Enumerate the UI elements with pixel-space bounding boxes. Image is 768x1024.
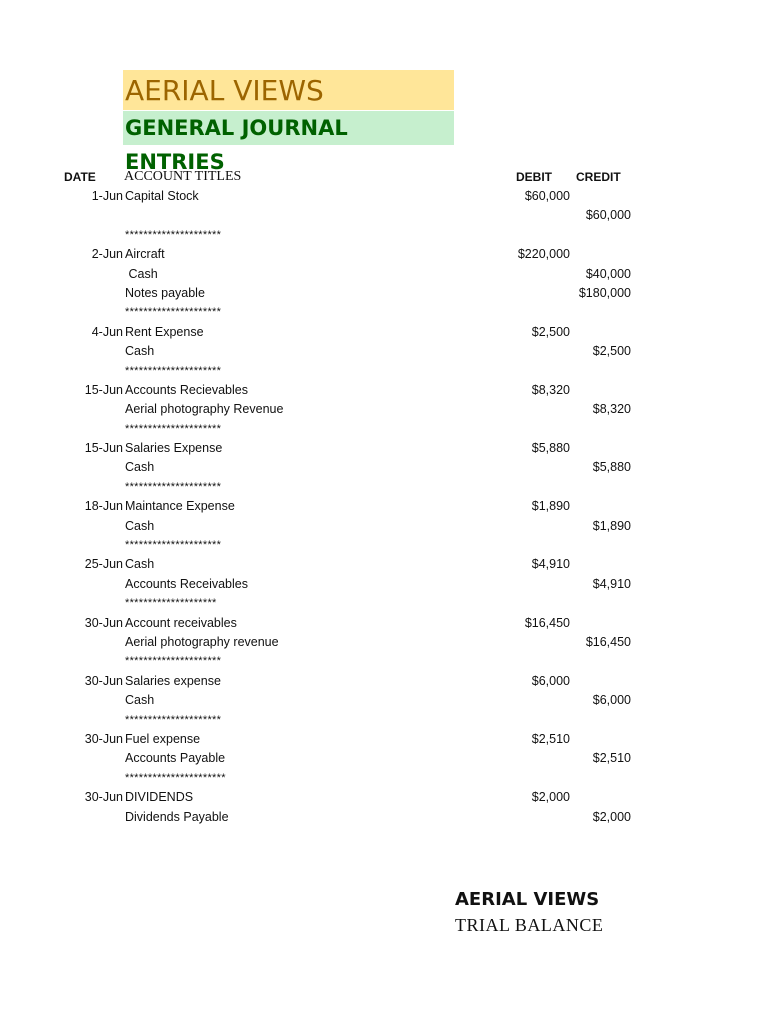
entry-separator-row xyxy=(0,711,768,730)
account-title: Dividends Payable xyxy=(125,809,229,824)
journal-line xyxy=(0,575,768,594)
journal-entry xyxy=(0,439,768,497)
entry-date: 1-Jun xyxy=(91,189,123,203)
entry-separator: ********************* xyxy=(125,422,222,435)
entry-date: 2-Jun xyxy=(91,247,123,262)
journal-entry xyxy=(0,614,768,672)
journal-line xyxy=(0,400,768,419)
account-title: Account receivables xyxy=(125,615,237,630)
account-title: Cash xyxy=(125,460,155,475)
entry-date: 4-Jun xyxy=(91,324,123,339)
entry-separator-row xyxy=(0,594,768,613)
account-title: Rent Expense xyxy=(125,324,204,339)
debit-amount: $1,890 xyxy=(531,499,570,514)
debit-amount: $16,450 xyxy=(524,615,570,630)
journal-entry xyxy=(0,730,768,788)
credit-amount: $1,890 xyxy=(592,518,631,533)
journal-line xyxy=(0,284,768,303)
journal-entry xyxy=(0,788,768,827)
credit-amount: $16,450 xyxy=(585,634,631,649)
entry-date: 18-Jun xyxy=(84,499,123,514)
journal-line xyxy=(0,245,768,264)
credit-amount: $5,880 xyxy=(592,460,631,475)
journal-entry xyxy=(0,497,768,555)
entry-separator-row xyxy=(0,652,768,671)
journal-line xyxy=(0,439,768,458)
account-title: Maintance Expense xyxy=(125,499,235,514)
account-title: Salaries Expense xyxy=(125,441,223,456)
entry-separator: ********************** xyxy=(125,771,226,784)
account-title: Fuel expense xyxy=(125,731,201,746)
journal-line xyxy=(0,381,768,400)
journal-line xyxy=(0,788,768,807)
journal-entry xyxy=(0,555,768,613)
credit-amount: $2,500 xyxy=(592,344,631,359)
debit-amount: $8,320 xyxy=(531,382,570,397)
entry-separator-row xyxy=(0,769,768,788)
journal-subtitle: GENERAL JOURNAL ENTRIES xyxy=(123,111,454,145)
credit-amount: $8,320 xyxy=(592,402,631,417)
journal-line xyxy=(0,517,768,536)
journal-line xyxy=(0,342,768,361)
journal-line xyxy=(0,730,768,749)
entry-separator: ********************* xyxy=(125,713,222,726)
entry-date: 15-Jun xyxy=(84,382,123,397)
journal-line xyxy=(0,614,768,633)
journal-entry xyxy=(0,187,768,245)
journal-entry xyxy=(0,672,768,730)
account-title: Aerial photography revenue xyxy=(125,634,279,649)
credit-amount: $2,000 xyxy=(592,809,631,824)
entry-separator-row xyxy=(0,303,768,322)
account-title: Cash xyxy=(125,557,155,572)
journal-entry xyxy=(0,245,768,323)
entry-separator-row xyxy=(0,536,768,555)
entry-date: 30-Jun xyxy=(84,790,123,805)
debit-amount: $4,910 xyxy=(531,557,570,572)
entry-date: 30-Jun xyxy=(84,731,123,746)
account-title: Aircraft xyxy=(125,247,165,262)
entry-separator-row xyxy=(0,226,768,245)
entry-separator: ********************* xyxy=(125,306,222,319)
entry-date: 30-Jun xyxy=(84,673,123,688)
entry-separator: ********************* xyxy=(125,480,222,493)
credit-amount: $2,510 xyxy=(592,751,631,766)
account-title: Accounts Payable xyxy=(125,751,226,766)
journal-entry xyxy=(0,381,768,439)
entry-separator: ********************* xyxy=(125,364,222,377)
entry-separator: ********************* xyxy=(125,655,222,668)
date-column-header: DATE xyxy=(64,170,96,184)
journal-line xyxy=(0,808,768,827)
account-title: Cash xyxy=(125,518,155,533)
entry-separator-row xyxy=(0,362,768,381)
debit-column-header: DEBIT xyxy=(516,170,552,184)
journal-line xyxy=(0,672,768,691)
account-title: Cash xyxy=(125,693,155,708)
journal-line xyxy=(0,458,768,477)
debit-amount: $60,000 xyxy=(524,189,570,203)
journal-entry xyxy=(0,323,768,381)
debit-amount: $5,880 xyxy=(531,441,570,456)
debit-amount: $2,500 xyxy=(531,324,570,339)
entry-date: 15-Jun xyxy=(84,441,123,456)
trial-balance-title: TRIAL BALANCE xyxy=(455,915,604,935)
journal-line xyxy=(0,187,768,206)
entry-date: 25-Jun xyxy=(84,557,123,572)
journal-entries-table xyxy=(0,187,768,827)
debit-amount: $6,000 xyxy=(531,673,570,688)
journal-line xyxy=(0,633,768,652)
debit-amount: $2,510 xyxy=(531,731,570,746)
entry-separator-row xyxy=(0,478,768,497)
credit-amount: $4,910 xyxy=(592,576,631,591)
credit-amount: $40,000 xyxy=(585,266,631,281)
company-title: AERIAL VIEWS xyxy=(123,70,454,110)
journal-line xyxy=(0,555,768,574)
account-title: Notes payable xyxy=(125,285,205,300)
account-title: Salaries expense xyxy=(125,673,221,688)
account-title: Cash xyxy=(125,344,155,359)
entry-separator: ********************* xyxy=(125,228,222,241)
journal-line xyxy=(0,265,768,284)
entry-separator: ******************** xyxy=(125,597,217,610)
credit-amount: $6,000 xyxy=(592,693,631,708)
entry-separator-row xyxy=(0,420,768,439)
credit-amount: $180,000 xyxy=(578,285,631,300)
trial-balance-company: AERIAL VIEWS xyxy=(455,889,600,910)
journal-line xyxy=(0,749,768,768)
journal-line xyxy=(0,691,768,710)
journal-line xyxy=(0,497,768,516)
journal-line xyxy=(0,206,768,225)
account-title: DIVIDENDS xyxy=(125,790,194,805)
debit-amount: $220,000 xyxy=(517,247,570,262)
journal-line xyxy=(0,323,768,342)
account-title: Accounts Recievables xyxy=(125,382,248,397)
credit-column-header: CREDIT xyxy=(576,170,621,184)
account-title: Cash xyxy=(125,266,158,281)
account-title: Capital Stock xyxy=(125,189,199,203)
credit-amount: $60,000 xyxy=(585,208,631,223)
debit-amount: $2,000 xyxy=(531,790,570,805)
entry-date: 30-Jun xyxy=(84,615,123,630)
account-titles-column-header: ACCOUNT TITLES xyxy=(124,169,242,184)
entry-separator: ********************* xyxy=(125,539,222,552)
account-title: Accounts Receivables xyxy=(125,576,248,591)
account-title: Aerial photography Revenue xyxy=(125,402,284,417)
